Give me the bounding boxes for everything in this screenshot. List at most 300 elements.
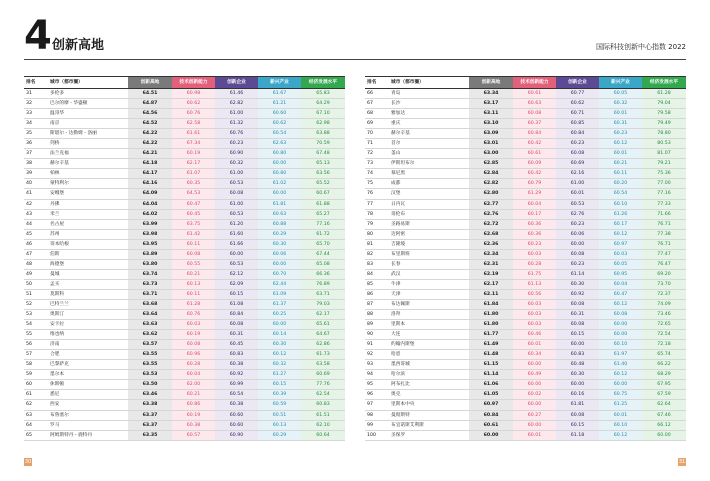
rank-cell: 33 <box>24 109 48 119</box>
economy-cell: 77.76 <box>301 380 345 390</box>
tech-cell: 60.04 <box>172 370 215 380</box>
tech-cell: 60.19 <box>172 410 215 420</box>
tech-cell: 61.13 <box>513 279 556 289</box>
rank-cell: 66 <box>365 89 389 99</box>
economy-cell: 65.61 <box>301 320 345 330</box>
city-cell: 雅加达 <box>389 109 469 119</box>
tech-cell: 60.49 <box>513 370 556 380</box>
rank-cell: 81 <box>365 239 389 249</box>
industry-cell: 60.31 <box>599 119 642 129</box>
city-cell: 武汉 <box>389 269 469 279</box>
economy-cell: 79.04 <box>642 99 686 109</box>
city-cell: 墨西哥城 <box>389 360 469 370</box>
table-row <box>365 370 686 380</box>
table-row <box>365 119 686 129</box>
economy-cell: 72.65 <box>642 320 686 330</box>
industry-cell: 60.13 <box>258 420 301 430</box>
rank-cell: 69 <box>365 119 389 129</box>
tech-cell: 64.53 <box>172 189 215 199</box>
city-cell: 哥伦布 <box>389 209 469 219</box>
industry-cell: 60.75 <box>599 390 642 400</box>
tech-cell: 60.04 <box>513 199 556 209</box>
economy-cell: 73.46 <box>642 310 686 320</box>
industry-cell: 60.12 <box>599 139 642 149</box>
economy-cell: 79.03 <box>301 299 345 309</box>
header-score: 创新高地 <box>469 77 513 89</box>
table-row <box>365 279 686 289</box>
score-cell: 64.52 <box>128 119 172 129</box>
tech-cell: 60.46 <box>513 330 556 340</box>
corp-cell: 62.82 <box>215 99 258 109</box>
score-cell: 63.35 <box>128 430 172 440</box>
industry-cell: 61.97 <box>599 350 642 360</box>
economy-cell: 77.38 <box>642 229 686 239</box>
table-row <box>365 249 686 259</box>
corp-cell: 61.81 <box>556 400 599 410</box>
corp-cell: 60.71 <box>556 109 599 119</box>
header-rank: 排名 <box>365 77 389 89</box>
economy-cell: 72.18 <box>642 340 686 350</box>
tech-cell: 60.21 <box>172 269 215 279</box>
header-industry: 新兴产业 <box>599 77 642 89</box>
economy-cell: 76.71 <box>642 239 686 249</box>
tech-cell: 60.98 <box>172 89 215 99</box>
table-row <box>24 129 345 139</box>
economy-cell: 67.46 <box>642 410 686 420</box>
rank-cell: 71 <box>365 139 389 149</box>
city-cell: 曼城 <box>48 269 128 279</box>
table-row <box>365 99 686 109</box>
score-cell: 61.06 <box>469 380 513 390</box>
tech-cell: 60.56 <box>513 289 556 299</box>
tech-cell: 60.11 <box>172 239 215 249</box>
industry-cell: 60.05 <box>599 89 642 99</box>
industry-cell: 60.03 <box>599 249 642 259</box>
tech-cell: 60.79 <box>513 179 556 189</box>
economy-cell: 71.66 <box>642 209 686 219</box>
table-row <box>365 340 686 350</box>
industry-cell: 60.12 <box>258 350 301 360</box>
industry-cell: 60.62 <box>258 119 301 129</box>
corp-cell: 61.00 <box>215 169 258 179</box>
corp-cell: 60.08 <box>556 410 599 420</box>
industry-cell: 60.80 <box>258 149 301 159</box>
rank-cell: 84 <box>365 269 389 279</box>
score-cell: 63.37 <box>128 420 172 430</box>
corp-cell: 60.15 <box>556 330 599 340</box>
corp-cell: 61.60 <box>215 229 258 239</box>
corp-cell: 60.06 <box>556 229 599 239</box>
score-cell: 64.51 <box>128 89 172 99</box>
city-cell: 布里斯班 <box>389 249 469 259</box>
score-cell: 61.48 <box>469 350 513 360</box>
tech-cell: 61.61 <box>172 129 215 139</box>
economy-cell: 68.29 <box>642 370 686 380</box>
table-row <box>365 129 686 139</box>
tech-cell: 60.28 <box>172 360 215 370</box>
table-row <box>365 149 686 159</box>
industry-cell: 60.29 <box>258 229 301 239</box>
corp-cell: 62.09 <box>215 279 258 289</box>
economy-cell: 62.17 <box>301 310 345 320</box>
tech-cell: 62.58 <box>172 119 215 129</box>
table-row <box>365 269 686 279</box>
economy-cell: 61.73 <box>301 350 345 360</box>
corp-cell: 61.00 <box>215 109 258 119</box>
tech-cell: 60.03 <box>172 320 215 330</box>
city-cell: 安娜堡 <box>48 189 128 199</box>
city-cell: 天津 <box>389 289 469 299</box>
table-row <box>24 179 345 189</box>
economy-cell: 73.70 <box>642 279 686 289</box>
header-score: 创新高地 <box>128 77 172 89</box>
score-cell: 64.16 <box>128 179 172 189</box>
table-row <box>24 119 345 129</box>
score-cell: 63.62 <box>128 330 172 340</box>
rank-cell: 85 <box>365 279 389 289</box>
table-header-row <box>365 77 686 89</box>
industry-cell: 61.09 <box>258 289 301 299</box>
table-row <box>24 229 345 239</box>
tech-cell: 62.00 <box>172 380 215 390</box>
header-corp: 创新企业 <box>215 77 258 89</box>
corp-cell: 60.83 <box>556 350 599 360</box>
table-row <box>24 199 345 209</box>
industry-cell: 61.21 <box>258 99 301 109</box>
city-cell: 大连 <box>389 330 469 340</box>
table-row <box>24 420 345 430</box>
score-cell: 62.82 <box>469 179 513 189</box>
rank-cell: 80 <box>365 229 389 239</box>
economy-cell: 66.12 <box>642 420 686 430</box>
industry-cell: 60.01 <box>599 410 642 420</box>
rank-cell: 56 <box>24 340 48 350</box>
rank-cell: 64 <box>24 420 48 430</box>
score-cell: 63.63 <box>128 320 172 330</box>
city-cell: 休斯顿 <box>48 380 128 390</box>
rank-cell: 39 <box>24 169 48 179</box>
rank-cell: 74 <box>365 169 389 179</box>
rank-cell: 57 <box>24 350 48 360</box>
city-cell: 重庆 <box>389 119 469 129</box>
table-row <box>365 299 686 309</box>
table-row <box>24 139 345 149</box>
score-cell: 63.89 <box>128 249 172 259</box>
rank-cell: 51 <box>24 289 48 299</box>
city-cell: 赫尔辛基 <box>389 129 469 139</box>
rank-cell: 44 <box>24 219 48 229</box>
table-row <box>365 209 686 219</box>
tech-cell: 60.28 <box>513 259 556 269</box>
tech-cell: 60.08 <box>513 109 556 119</box>
rank-cell: 73 <box>365 159 389 169</box>
city-cell: 釜山 <box>389 149 469 159</box>
tech-cell: 60.84 <box>513 129 556 139</box>
industry-cell: 61.26 <box>599 209 642 219</box>
corp-cell: 60.45 <box>215 340 258 350</box>
industry-cell: 60.12 <box>599 430 642 440</box>
header-rank: 排名 <box>24 77 48 89</box>
rank-cell: 35 <box>24 129 48 139</box>
rank-cell: 48 <box>24 259 48 269</box>
table-row <box>24 370 345 380</box>
city-cell: 海德堡 <box>48 259 128 269</box>
economy-cell: 62.98 <box>301 119 345 129</box>
score-cell: 62.11 <box>469 289 513 299</box>
industry-cell: 60.00 <box>258 159 301 169</box>
tech-cell: 60.03 <box>513 299 556 309</box>
tech-cell: 60.96 <box>172 350 215 360</box>
industry-cell: 60.00 <box>258 320 301 330</box>
header-industry: 新兴产业 <box>258 77 301 89</box>
economy-cell: 64.67 <box>301 330 345 340</box>
rank-cell: 97 <box>365 400 389 410</box>
city-cell: 里斯本中央 <box>389 400 469 410</box>
score-cell: 64.87 <box>128 99 172 109</box>
corp-cell: 60.23 <box>556 259 599 269</box>
chapter-title: 创新高地 <box>52 38 105 53</box>
rank-cell: 88 <box>365 310 389 320</box>
city-cell: 巴特兰兰 <box>48 299 128 309</box>
tech-cell: 60.55 <box>172 259 215 269</box>
page-number-right: 31 <box>678 459 686 465</box>
score-cell: 63.80 <box>128 259 172 269</box>
tech-cell: 60.37 <box>513 119 556 129</box>
economy-cell: 61.51 <box>301 410 345 420</box>
city-cell: 合肥 <box>48 350 128 360</box>
corp-cell: 60.60 <box>215 420 258 430</box>
industry-cell: 60.30 <box>258 340 301 350</box>
corp-cell: 60.99 <box>215 380 258 390</box>
industry-cell: 61.02 <box>258 179 301 189</box>
economy-cell: 66.22 <box>642 360 686 370</box>
industry-cell: 62.44 <box>258 279 301 289</box>
corp-cell: 60.38 <box>215 360 258 370</box>
industry-cell: 60.15 <box>258 380 301 390</box>
city-cell: 阿姆斯特丹 - 鹿特丹 <box>48 430 128 440</box>
city-cell: 吉隆坡 <box>389 239 469 249</box>
table-row <box>365 390 686 400</box>
city-cell: 青岛 <box>389 89 469 99</box>
industry-cell: 61.40 <box>599 360 642 370</box>
city-cell: 哈恩 <box>389 350 469 360</box>
economy-cell: 67.59 <box>642 390 686 400</box>
corp-cell: 60.30 <box>556 279 599 289</box>
economy-cell: 62.86 <box>301 340 345 350</box>
city-cell: 日内瓦 <box>389 199 469 209</box>
city-cell: 安卡拉 <box>48 320 128 330</box>
industry-cell: 60.32 <box>599 99 642 109</box>
city-cell: 布达佩斯 <box>389 299 469 309</box>
corp-cell: 60.08 <box>556 320 599 330</box>
tech-cell: 60.08 <box>172 249 215 259</box>
industry-cell: 60.12 <box>599 299 642 309</box>
city-cell: 巴尔的摩 - 华盛顿 <box>48 99 128 109</box>
corp-cell: 60.08 <box>556 149 599 159</box>
ranking-table-left <box>24 76 345 441</box>
corp-cell: 62.12 <box>215 269 258 279</box>
city-cell: 约翰内斯堡 <box>389 340 469 350</box>
score-cell: 60.97 <box>469 400 513 410</box>
tech-cell: 60.45 <box>172 209 215 219</box>
city-cell: 孟买 <box>48 279 128 289</box>
corp-cell: 60.85 <box>556 119 599 129</box>
economy-cell: 63.71 <box>301 289 345 299</box>
score-cell: 63.74 <box>128 269 172 279</box>
economy-cell: 78.80 <box>642 129 686 139</box>
corp-cell: 60.60 <box>215 410 258 420</box>
tech-cell: 60.42 <box>513 139 556 149</box>
corp-cell: 60.90 <box>215 149 258 159</box>
tech-cell: 60.02 <box>513 390 556 400</box>
city-cell: 济南 <box>48 340 128 350</box>
tech-cell: 61.28 <box>172 299 215 309</box>
tech-cell: 61.07 <box>172 169 215 179</box>
score-cell: 62.36 <box>469 239 513 249</box>
industry-cell: 60.97 <box>599 239 642 249</box>
industry-cell: 60.39 <box>258 390 301 400</box>
score-cell: 62.17 <box>469 279 513 289</box>
rank-cell: 93 <box>365 360 389 370</box>
city-cell: 赫尔辛基 <box>48 159 128 169</box>
city-cell: 罗马 <box>48 420 128 430</box>
corp-cell: 60.01 <box>556 189 599 199</box>
score-cell: 61.80 <box>469 320 513 330</box>
industry-cell: 60.01 <box>599 109 642 119</box>
rank-cell: 55 <box>24 330 48 340</box>
corp-cell: 60.16 <box>556 390 599 400</box>
economy-cell: 65.70 <box>301 239 345 249</box>
corp-cell: 60.53 <box>215 259 258 269</box>
header-tech: 技术创新能力 <box>172 77 215 89</box>
table-row <box>365 380 686 390</box>
rank-cell: 58 <box>24 360 48 370</box>
corp-cell: 61.00 <box>556 179 599 189</box>
table-row <box>24 239 345 249</box>
corp-cell: 60.53 <box>215 209 258 219</box>
industry-cell: 60.32 <box>258 360 301 370</box>
industry-cell: 60.25 <box>258 310 301 320</box>
score-cell: 62.80 <box>469 189 513 199</box>
tech-cell: 60.00 <box>513 360 556 370</box>
city-cell: 圣路易斯 <box>389 219 469 229</box>
economy-cell: 65.13 <box>301 159 345 169</box>
score-cell: 63.46 <box>128 390 172 400</box>
city-cell: 长沙 <box>389 99 469 109</box>
table-row <box>24 259 345 269</box>
table-row <box>365 169 686 179</box>
corp-cell: 60.31 <box>215 330 258 340</box>
city-cell: 柏林 <box>48 169 128 179</box>
tech-cell: 60.03 <box>513 249 556 259</box>
tech-cell: 60.61 <box>513 149 556 159</box>
industry-cell: 61.81 <box>258 199 301 209</box>
table-header-row <box>24 77 345 89</box>
rank-cell: 40 <box>24 179 48 189</box>
rank-cell: 42 <box>24 199 48 209</box>
tech-cell: 60.42 <box>513 169 556 179</box>
tech-cell: 60.00 <box>513 420 556 430</box>
corp-cell: 60.90 <box>215 430 258 440</box>
table-row <box>365 159 686 169</box>
table-row <box>24 99 345 109</box>
header-rule <box>24 59 686 60</box>
economy-cell: 81.07 <box>642 149 686 159</box>
city-cell: 奥斯汀 <box>48 310 128 320</box>
city-cell: 斯堪尔 - 达勒姆 - 洛丽 <box>48 129 128 139</box>
score-cell: 60.84 <box>469 410 513 420</box>
city-cell: 伯斯 <box>48 249 128 259</box>
economy-cell: 70.59 <box>301 139 345 149</box>
table-row <box>24 430 345 440</box>
city-cell: 长春 <box>389 259 469 269</box>
table-row <box>365 259 686 269</box>
city-cell: 阿布扎比 <box>389 380 469 390</box>
economy-cell: 72.54 <box>642 330 686 340</box>
industry-cell: 60.01 <box>599 149 642 159</box>
economy-cell: 77.16 <box>642 189 686 199</box>
industry-cell: 60.10 <box>599 199 642 209</box>
economy-cell: 67.44 <box>301 249 345 259</box>
score-cell: 62.19 <box>469 269 513 279</box>
tech-cell: 60.00 <box>513 400 556 410</box>
rank-cell: 77 <box>365 199 389 209</box>
table-row <box>24 89 345 99</box>
industry-cell: 60.30 <box>258 239 301 249</box>
rank-cell: 38 <box>24 159 48 169</box>
industry-cell: 60.59 <box>258 400 301 410</box>
economy-cell: 79.21 <box>642 159 686 169</box>
city-cell: 哈尔滨 <box>389 370 469 380</box>
industry-cell: 60.60 <box>258 109 301 119</box>
corp-cell: 61.46 <box>215 89 258 99</box>
rank-cell: 68 <box>365 109 389 119</box>
city-cell: 法兰克福 <box>48 149 128 159</box>
industry-cell: 61.37 <box>258 299 301 309</box>
rank-cell: 90 <box>365 330 389 340</box>
table-row <box>24 350 345 360</box>
economy-cell: 60.67 <box>301 189 345 199</box>
table-row <box>24 410 345 420</box>
industry-cell: 60.11 <box>599 169 642 179</box>
tech-cell: 67.34 <box>172 139 215 149</box>
tech-cell: 60.11 <box>172 289 215 299</box>
economy-cell: 62.64 <box>642 400 686 410</box>
tech-cell: 60.61 <box>513 89 556 99</box>
city-cell: 慕尼黑 <box>389 169 469 179</box>
table-row <box>365 239 686 249</box>
score-cell: 60.61 <box>469 420 513 430</box>
header-tech: 技术创新能力 <box>513 77 556 89</box>
city-cell: 剑桥 <box>48 139 128 149</box>
table-row <box>365 199 686 209</box>
score-cell: 62.85 <box>469 159 513 169</box>
table-row <box>24 380 345 390</box>
score-cell: 62.84 <box>469 169 513 179</box>
score-cell: 64.22 <box>128 129 172 139</box>
tech-cell: 60.76 <box>172 310 215 320</box>
corp-cell: 60.08 <box>215 320 258 330</box>
corp-cell: 60.84 <box>215 310 258 320</box>
tech-cell: 60.09 <box>513 159 556 169</box>
corp-cell: 60.23 <box>556 219 599 229</box>
score-cell: 63.34 <box>469 89 513 99</box>
rank-cell: 76 <box>365 189 389 199</box>
header-city: 城市（都市圈） <box>389 77 469 89</box>
corp-cell: 60.84 <box>556 129 599 139</box>
city-cell: 哥本哈根 <box>48 239 128 249</box>
industry-cell: 60.05 <box>599 259 642 269</box>
